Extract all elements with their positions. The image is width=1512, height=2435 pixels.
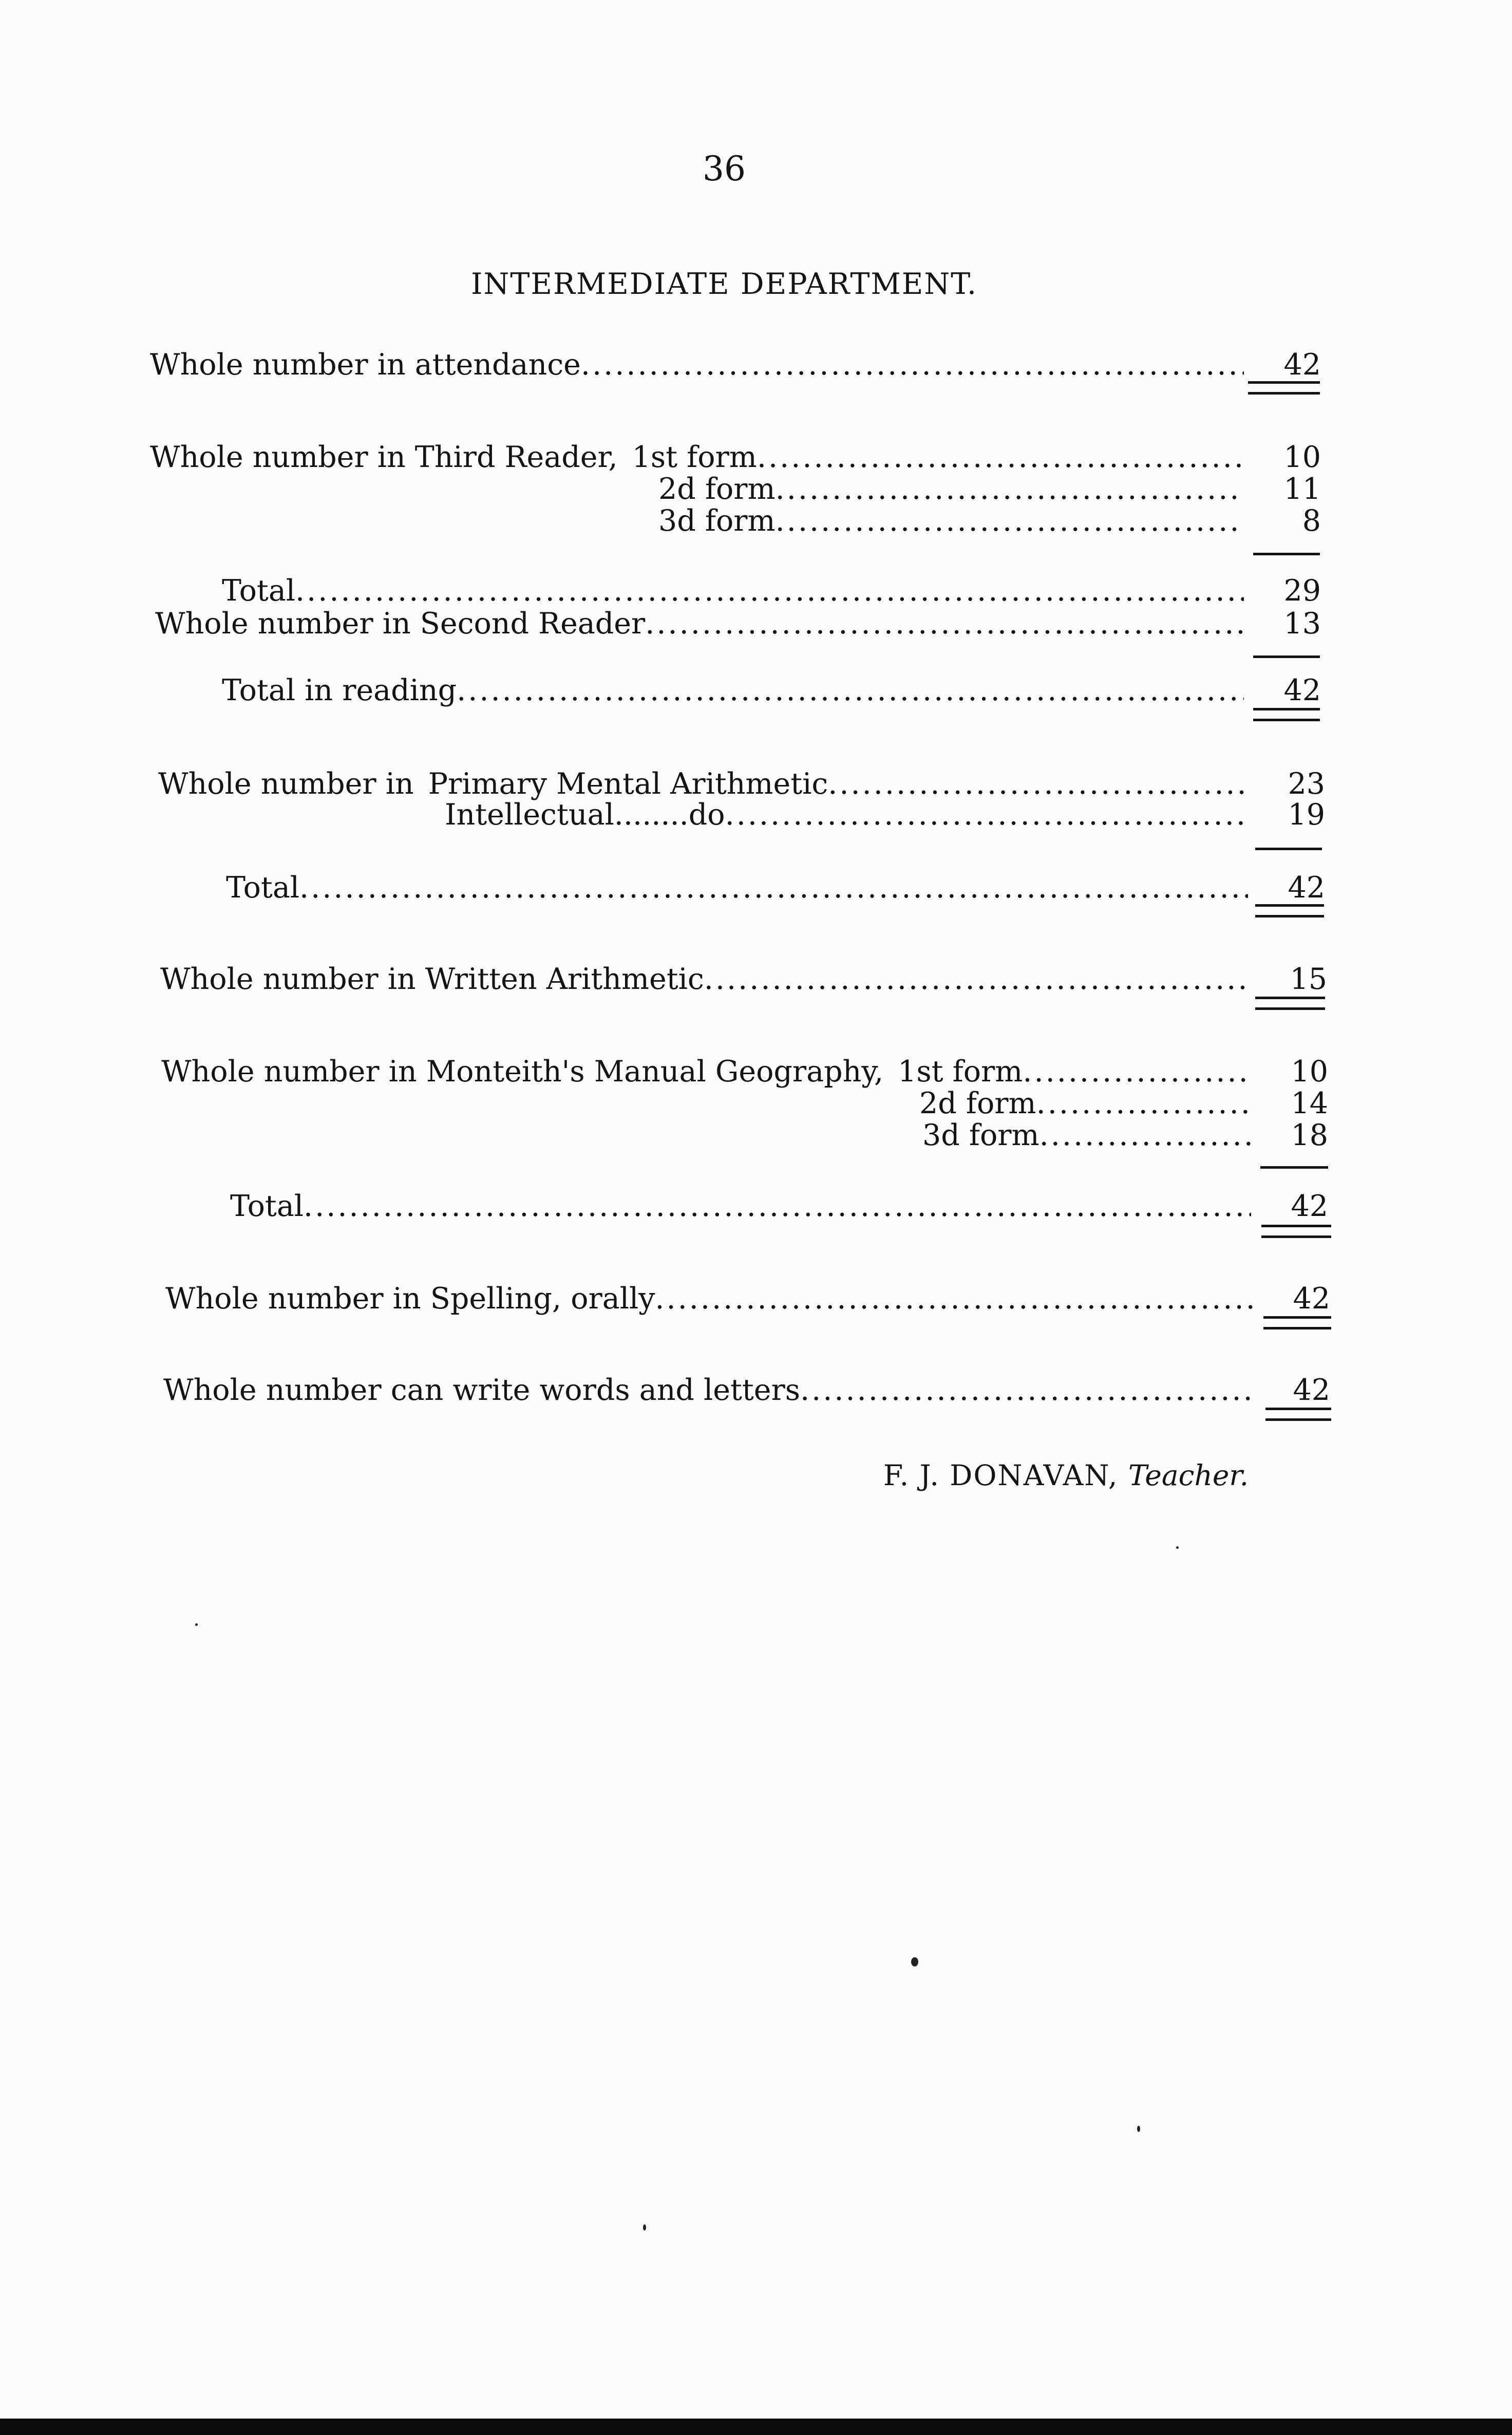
dot-leader xyxy=(725,795,1248,834)
spelling-row xyxy=(165,1279,1330,1318)
ink-speck xyxy=(1137,2126,1140,2132)
row-label: Total xyxy=(222,574,296,608)
row-label: Whole number in Written Arithmetic xyxy=(160,962,704,996)
department-heading: INTERMEDIATE DEPARTMENT. xyxy=(470,267,978,301)
row-label: 2d form xyxy=(658,472,776,506)
row-label: Whole number can write words and letters xyxy=(163,1373,801,1407)
dot-leader xyxy=(581,345,1244,384)
row-value: 23 xyxy=(1288,767,1325,801)
double-rule xyxy=(1253,708,1320,721)
signature-comma: , xyxy=(1108,1459,1128,1492)
dot-leader xyxy=(299,868,1248,907)
row-label: Whole number in Primary Mental Arithmetic xyxy=(158,767,828,801)
dot-leader xyxy=(800,1371,1253,1410)
row-label: 2d form xyxy=(919,1087,1036,1120)
row-label: Total xyxy=(226,871,300,905)
dot-leader xyxy=(655,1279,1253,1318)
single-rule xyxy=(1253,553,1320,555)
row-value: 42 xyxy=(1288,871,1325,905)
ink-speck xyxy=(195,1623,198,1626)
double-rule xyxy=(1261,1225,1331,1238)
row-label: Whole number in Monteith's Manual Geography, 1st form xyxy=(161,1055,1023,1089)
row-value: 14 xyxy=(1291,1087,1328,1120)
row-label: 3d form xyxy=(922,1118,1040,1152)
ink-speck xyxy=(1176,1546,1179,1549)
row-label: Intellectual........do xyxy=(445,798,725,832)
geography-total-row xyxy=(230,1187,1328,1226)
single-rule xyxy=(1253,655,1320,658)
row-label: Whole number in attendance xyxy=(150,348,581,382)
geography-form3-row xyxy=(922,1116,1328,1155)
teacher-name: F. J. DONAVAN xyxy=(883,1459,1108,1492)
second-reader-row xyxy=(155,604,1321,643)
dot-leader xyxy=(1040,1116,1251,1155)
dot-leader xyxy=(457,671,1244,710)
row-value: 15 xyxy=(1290,962,1327,996)
intellectual-arithmetic-row xyxy=(445,795,1325,834)
row-label: Whole number in Spelling, orally xyxy=(165,1282,655,1316)
row-label: Whole number in Second Reader xyxy=(155,607,646,641)
page-number: 36 xyxy=(703,149,746,189)
dot-leader xyxy=(645,604,1244,643)
row-value: 42 xyxy=(1283,673,1321,707)
attendance-row xyxy=(150,345,1321,384)
page-bottom-edge xyxy=(0,2419,1512,2435)
ink-speck xyxy=(643,2224,646,2231)
writing-row xyxy=(163,1371,1330,1410)
row-value: 42 xyxy=(1293,1373,1330,1407)
row-value: 13 xyxy=(1283,607,1321,641)
row-label: Total xyxy=(230,1189,304,1223)
row-value: 10 xyxy=(1291,1055,1328,1089)
double-rule xyxy=(1255,997,1325,1010)
row-value: 19 xyxy=(1288,798,1325,832)
dot-leader xyxy=(304,1187,1251,1226)
row-value: 42 xyxy=(1293,1282,1330,1316)
written-arithmetic-row xyxy=(160,960,1327,999)
double-rule xyxy=(1255,904,1324,917)
dot-leader xyxy=(776,501,1244,540)
double-rule xyxy=(1263,1316,1331,1329)
row-label: Whole number in Third Reader, 1st form xyxy=(150,440,757,474)
row-label: 3d form xyxy=(658,504,776,538)
double-rule xyxy=(1248,381,1320,395)
row-value: 42 xyxy=(1291,1189,1328,1223)
ink-speck xyxy=(911,1957,918,1966)
row-value: 10 xyxy=(1283,440,1321,474)
row-value: 42 xyxy=(1283,348,1321,382)
double-rule xyxy=(1265,1408,1331,1421)
signature xyxy=(883,1459,1249,1492)
mental-arithmetic-total-row xyxy=(226,868,1325,907)
row-value: 18 xyxy=(1291,1118,1328,1152)
single-rule xyxy=(1255,848,1322,850)
dot-leader xyxy=(704,960,1250,999)
total-in-reading-row xyxy=(222,671,1321,710)
row-value: 8 xyxy=(1302,504,1321,538)
teacher-role: Teacher. xyxy=(1128,1459,1249,1492)
row-value: 29 xyxy=(1283,574,1321,608)
row-label: Total in reading xyxy=(222,673,457,707)
row-value: 11 xyxy=(1283,472,1321,506)
single-rule xyxy=(1260,1166,1328,1169)
third-reader-form3-row xyxy=(658,501,1321,540)
